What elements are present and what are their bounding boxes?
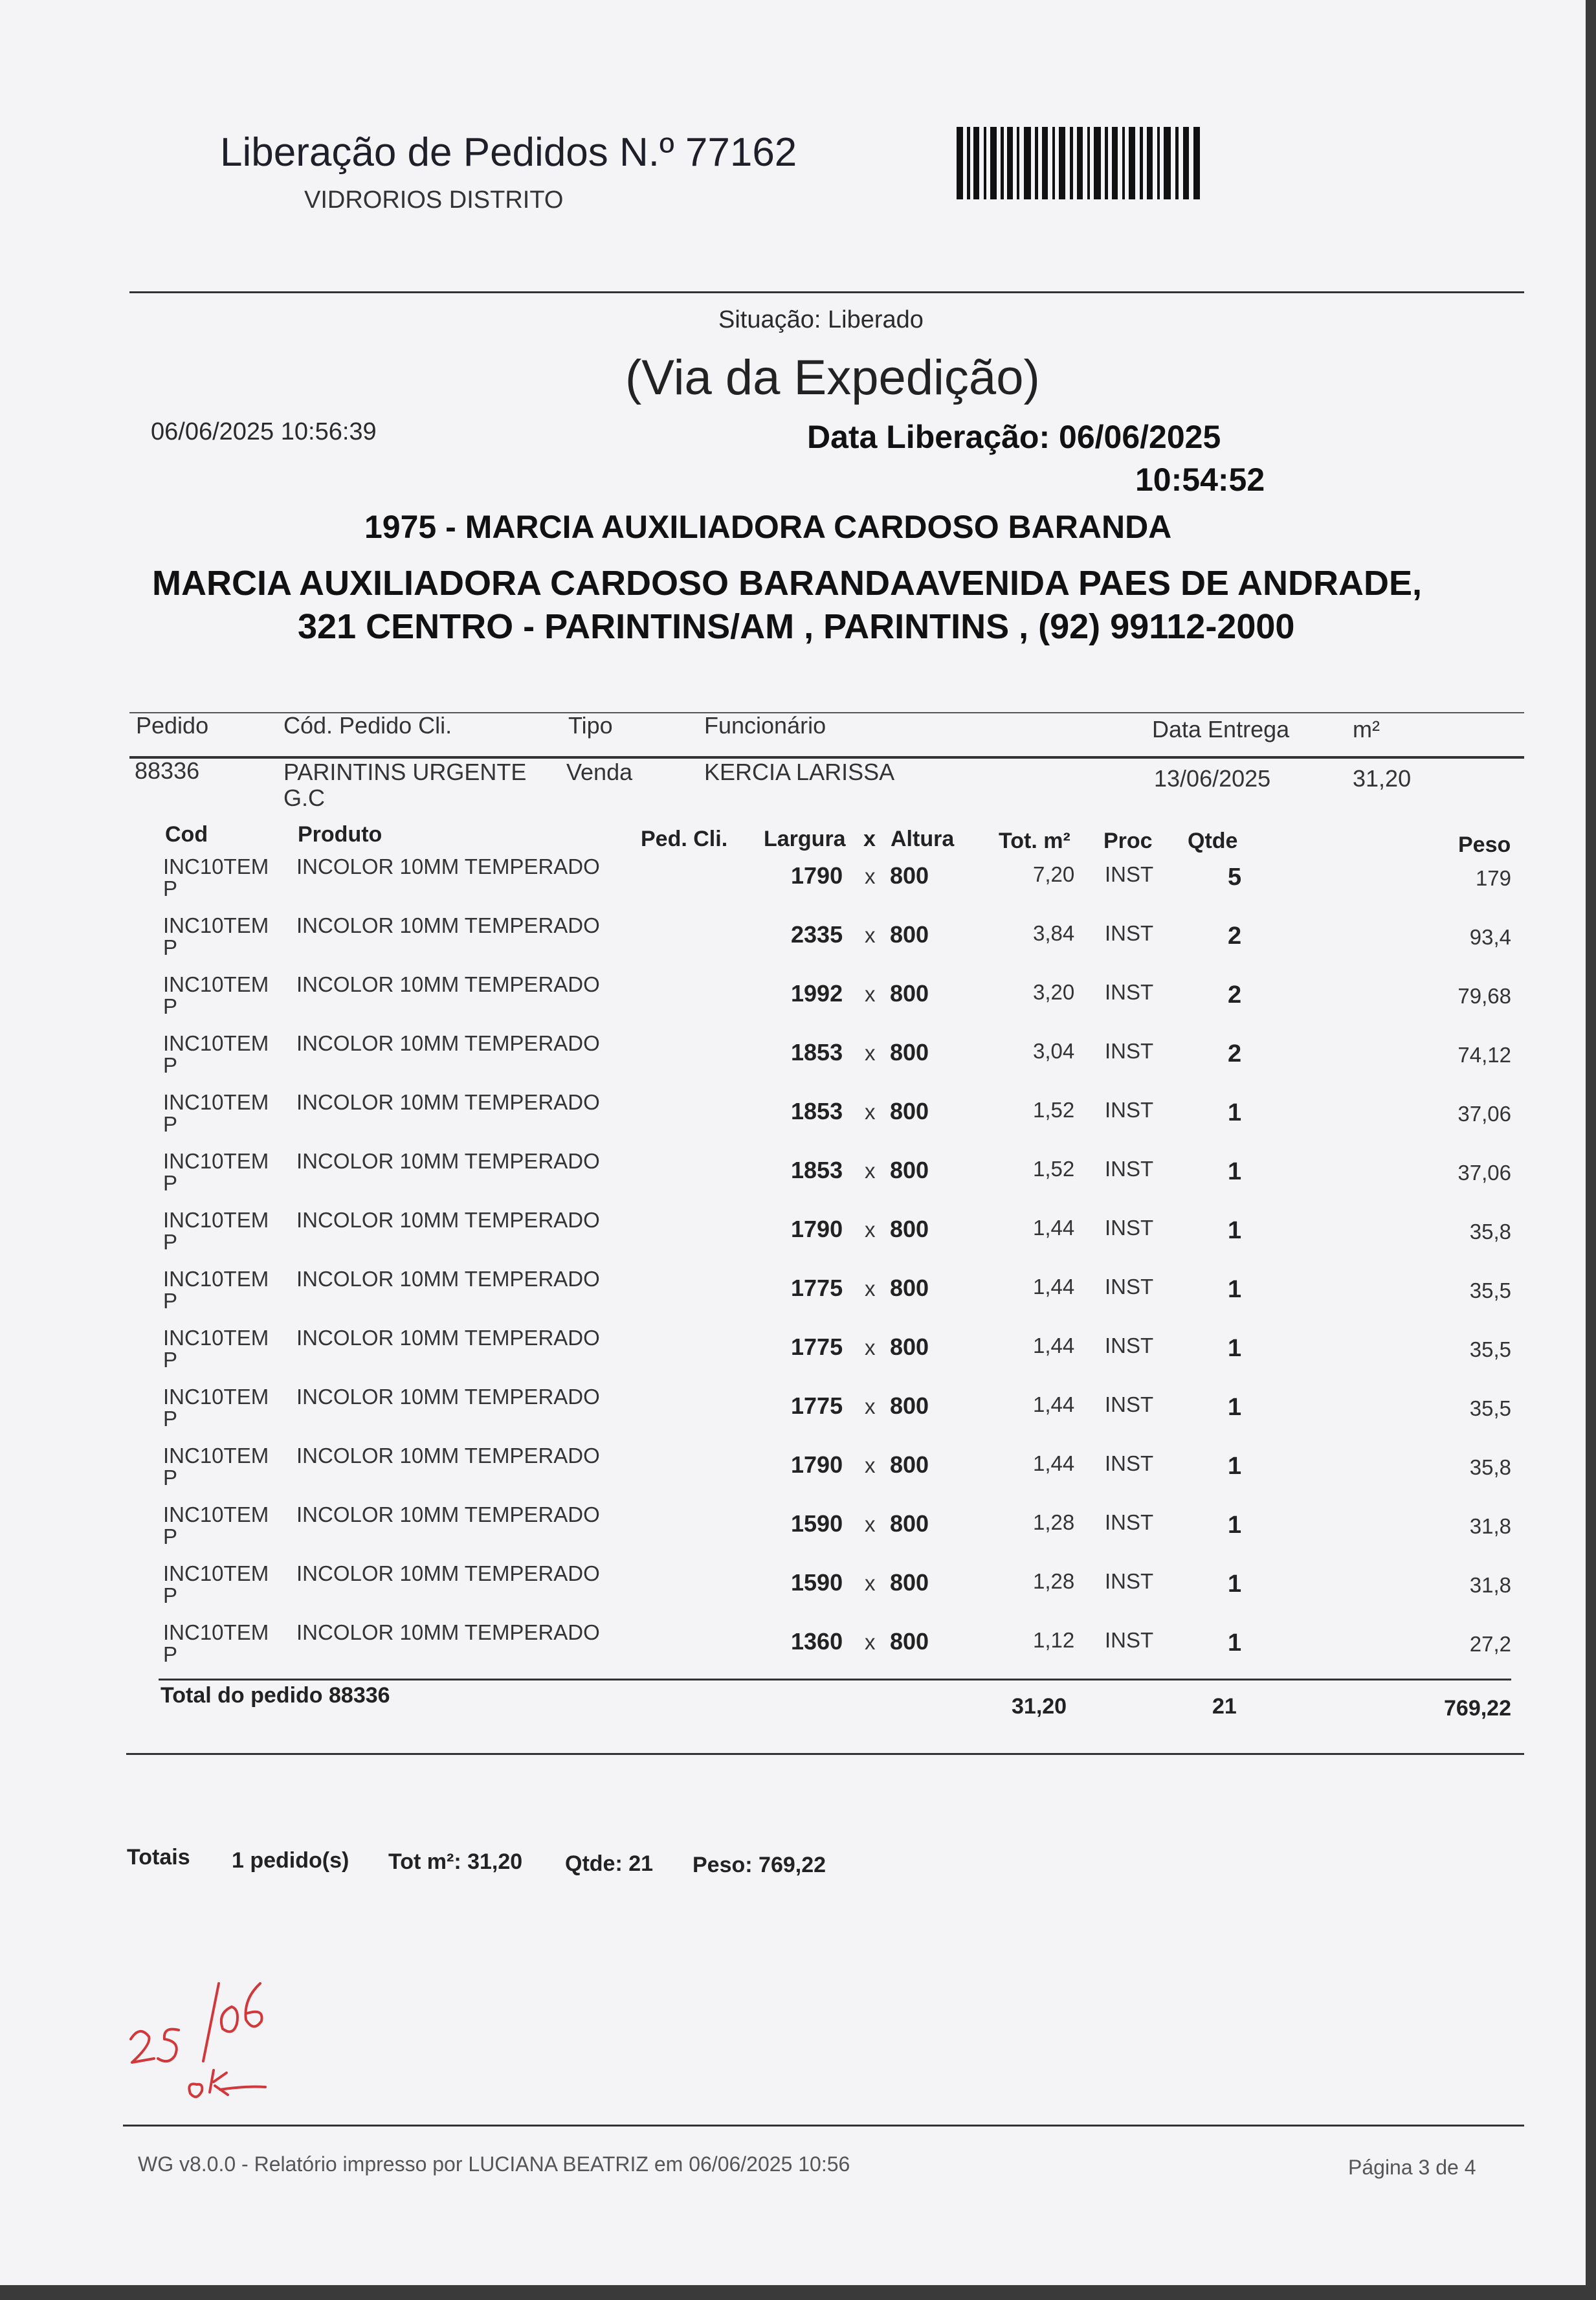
col-peso: Peso xyxy=(1458,832,1511,857)
cell-cod-suffix: P xyxy=(163,1171,178,1195)
total-row-rule xyxy=(159,1679,1511,1680)
cell-proc: INST xyxy=(1105,980,1154,1004)
col-largura: Largura xyxy=(764,827,846,851)
order-number: 88336 xyxy=(135,757,200,784)
cell-produto: INCOLOR 10MM TEMPERADO xyxy=(296,1620,600,1644)
cell-proc: INST xyxy=(1105,1157,1154,1181)
cell-peso: 37,06 xyxy=(1457,1102,1511,1126)
order-client-code-line1: PARINTINS URGENTE xyxy=(283,759,527,785)
cell-cod: INC10TEM xyxy=(163,854,269,878)
cell-proc: INST xyxy=(1105,1451,1154,1475)
col-x: x xyxy=(863,827,876,851)
cell-qtde: 1 xyxy=(1228,1453,1242,1480)
cell-qtde: 2 xyxy=(1228,1040,1242,1067)
cell-produto: INCOLOR 10MM TEMPERADO xyxy=(296,1031,600,1055)
footer-divider xyxy=(123,2125,1524,2127)
cell-largura: 1360 xyxy=(791,1628,843,1655)
cell-largura: 1590 xyxy=(791,1569,843,1596)
cell-qtde: 1 xyxy=(1228,1394,1242,1421)
cell-x: x xyxy=(865,864,876,888)
cell-x: x xyxy=(865,1335,876,1359)
footer-page-number: Página 3 de 4 xyxy=(1348,2156,1476,2179)
cell-produto: INCOLOR 10MM TEMPERADO xyxy=(296,1208,600,1232)
cell-peso: 35,8 xyxy=(1469,1455,1511,1479)
cell-largura: 1790 xyxy=(791,1216,843,1242)
cell-cod: INC10TEM xyxy=(163,1444,269,1468)
col-produto: Produto xyxy=(298,822,382,847)
cell-x: x xyxy=(865,1100,876,1124)
cell-proc: INST xyxy=(1105,1628,1154,1652)
cell-x: x xyxy=(865,982,876,1006)
cell-x: x xyxy=(865,1512,876,1536)
cell-qtde: 1 xyxy=(1228,1276,1242,1303)
cell-cod: INC10TEM xyxy=(163,1326,269,1350)
cell-cod: INC10TEM xyxy=(163,1385,269,1409)
cell-peso: 35,8 xyxy=(1469,1220,1511,1244)
label-m2: m² xyxy=(1353,716,1380,742)
cell-qtde: 1 xyxy=(1228,1158,1242,1185)
totals-m2: Tot m²: 31,20 xyxy=(388,1849,523,1874)
cell-altura: 800 xyxy=(890,1451,929,1478)
cell-tot-m2: 1,44 xyxy=(1033,1216,1075,1240)
cell-tot-m2: 3,84 xyxy=(1033,921,1075,945)
label-funcionario: Funcionário xyxy=(704,712,826,739)
cell-x: x xyxy=(865,1277,876,1301)
cell-x: x xyxy=(865,1630,876,1654)
cell-largura: 1775 xyxy=(791,1392,843,1419)
cell-proc: INST xyxy=(1105,1569,1154,1593)
client-line: 1975 - MARCIA AUXILIADORA CARDOSO BARANDA xyxy=(364,509,1172,545)
status-text: Situação: Liberado xyxy=(718,306,924,333)
cell-altura: 800 xyxy=(890,1098,929,1124)
cell-proc: INST xyxy=(1105,1334,1154,1357)
cell-qtde: 1 xyxy=(1228,1335,1242,1362)
cell-cod-suffix: P xyxy=(163,1407,178,1431)
label-cod-pedido-cli: Cód. Pedido Cli. xyxy=(283,712,452,739)
col-ped-cli: Ped. Cli. xyxy=(641,827,728,851)
cell-altura: 800 xyxy=(890,1569,929,1596)
cell-proc: INST xyxy=(1105,1098,1154,1122)
cell-produto: INCOLOR 10MM TEMPERADO xyxy=(296,972,600,996)
cell-produto: INCOLOR 10MM TEMPERADO xyxy=(296,1502,600,1526)
cell-tot-m2: 1,44 xyxy=(1033,1275,1075,1299)
cell-altura: 800 xyxy=(890,1275,929,1301)
col-qtde: Qtde xyxy=(1188,829,1238,853)
cell-tot-m2: 1,52 xyxy=(1033,1098,1075,1122)
cell-x: x xyxy=(865,923,876,947)
totals-label: Totais xyxy=(127,1845,190,1870)
cell-qtde: 1 xyxy=(1228,1570,1242,1598)
cell-produto: INCOLOR 10MM TEMPERADO xyxy=(296,1385,600,1409)
cell-qtde: 2 xyxy=(1228,922,1242,950)
cell-altura: 800 xyxy=(890,1039,929,1066)
header-divider xyxy=(129,291,1524,293)
cell-proc: INST xyxy=(1105,921,1154,945)
col-cod: Cod xyxy=(165,822,208,847)
col-altura: Altura xyxy=(891,827,955,851)
cell-cod: INC10TEM xyxy=(163,1149,269,1173)
cell-tot-m2: 1,44 xyxy=(1033,1334,1075,1357)
cell-produto: INCOLOR 10MM TEMPERADO xyxy=(296,1267,600,1291)
cell-cod-suffix: P xyxy=(163,1583,178,1607)
client-address-line1: MARCIA AUXILIADORA CARDOSO BARANDAAVENIDA PAES DE ANDRADE, xyxy=(152,564,1423,603)
cell-largura: 1853 xyxy=(791,1039,843,1066)
cell-cod-suffix: P xyxy=(163,1230,178,1254)
cell-produto: INCOLOR 10MM TEMPERADO xyxy=(296,1090,600,1114)
cell-peso: 74,12 xyxy=(1457,1043,1511,1067)
printed-timestamp: 06/06/2025 10:56:39 xyxy=(151,418,377,445)
cell-tot-m2: 3,04 xyxy=(1033,1039,1075,1063)
cell-tot-m2: 1,28 xyxy=(1033,1510,1075,1534)
cell-peso: 35,5 xyxy=(1469,1337,1511,1361)
cell-qtde: 1 xyxy=(1228,1512,1242,1539)
totals-peso: Peso: 769,22 xyxy=(693,1853,826,1877)
order-client-code-line2: G.C xyxy=(283,785,326,811)
col-proc: Proc xyxy=(1103,829,1153,853)
barcode xyxy=(957,127,1203,199)
cell-peso: 35,5 xyxy=(1469,1278,1511,1302)
client-address-line2: 321 CENTRO - PARINTINS/AM , PARINTINS , (92) 99112-2000 xyxy=(298,607,1295,646)
cell-produto: INCOLOR 10MM TEMPERADO xyxy=(296,1326,600,1350)
cell-produto: INCOLOR 10MM TEMPERADO xyxy=(296,1561,600,1585)
cell-cod: INC10TEM xyxy=(163,913,269,937)
cell-proc: INST xyxy=(1105,1039,1154,1063)
order-type: Venda xyxy=(566,759,633,785)
order-total-qtde: 21 xyxy=(1212,1694,1237,1719)
cell-cod-suffix: P xyxy=(163,1289,178,1313)
cell-altura: 800 xyxy=(890,980,929,1007)
cell-peso: 31,8 xyxy=(1469,1514,1511,1538)
cell-cod-suffix: P xyxy=(163,1466,178,1490)
cell-cod: INC10TEM xyxy=(163,1208,269,1232)
cell-produto: INCOLOR 10MM TEMPERADO xyxy=(296,1149,600,1173)
cell-peso: 35,5 xyxy=(1469,1396,1511,1420)
cell-x: x xyxy=(865,1394,876,1418)
cell-tot-m2: 7,20 xyxy=(1033,862,1075,886)
cell-tot-m2: 1,28 xyxy=(1033,1569,1075,1593)
totals-divider xyxy=(126,1753,1524,1755)
cell-cod-suffix: P xyxy=(163,994,178,1018)
release-date: Data Liberação: 06/06/2025 xyxy=(807,419,1221,455)
cell-tot-m2: 1,12 xyxy=(1033,1628,1075,1652)
cell-altura: 800 xyxy=(890,921,929,948)
document-title: Liberação de Pedidos N.º 77162 xyxy=(220,130,797,175)
cell-largura: 2335 xyxy=(791,921,843,948)
label-pedido: Pedido xyxy=(136,712,209,739)
cell-peso: 27,2 xyxy=(1469,1632,1511,1656)
cell-produto: INCOLOR 10MM TEMPERADO xyxy=(296,854,600,878)
order-total-peso: 769,22 xyxy=(1444,1696,1511,1721)
cell-peso: 93,4 xyxy=(1469,925,1511,949)
cell-largura: 1853 xyxy=(791,1098,843,1124)
order-delivery-date: 13/06/2025 xyxy=(1154,765,1271,792)
cell-qtde: 1 xyxy=(1228,1629,1242,1657)
col-tot-m2: Tot. m² xyxy=(999,829,1070,853)
cell-proc: INST xyxy=(1105,1392,1154,1416)
cell-altura: 800 xyxy=(890,1216,929,1242)
cell-peso: 37,06 xyxy=(1457,1161,1511,1185)
cell-x: x xyxy=(865,1218,876,1242)
cell-altura: 800 xyxy=(890,1510,929,1537)
cell-proc: INST xyxy=(1105,1510,1154,1534)
cell-cod-suffix: P xyxy=(163,1053,178,1077)
cell-cod-suffix: P xyxy=(163,1112,178,1136)
cell-cod: INC10TEM xyxy=(163,1561,269,1585)
cell-x: x xyxy=(865,1453,876,1477)
cell-qtde: 5 xyxy=(1228,864,1242,891)
cell-produto: INCOLOR 10MM TEMPERADO xyxy=(296,913,600,937)
cell-qtde: 2 xyxy=(1228,981,1242,1009)
cell-largura: 1790 xyxy=(791,1451,843,1478)
cell-altura: 800 xyxy=(890,1334,929,1360)
order-total-label: Total do pedido 88336 xyxy=(161,1683,390,1708)
cell-peso: 79,68 xyxy=(1457,984,1511,1008)
cell-cod: INC10TEM xyxy=(163,1267,269,1291)
cell-cod: INC10TEM xyxy=(163,1031,269,1055)
handwritten-note xyxy=(123,1961,291,2104)
totals-qtde: Qtde: 21 xyxy=(565,1851,654,1876)
order-total-m2: 31,20 xyxy=(1012,1694,1067,1719)
cell-cod: INC10TEM xyxy=(163,972,269,996)
order-employee: KERCIA LARISSA xyxy=(704,759,895,785)
cell-cod: INC10TEM xyxy=(163,1620,269,1644)
cell-altura: 800 xyxy=(890,1157,929,1183)
cell-cod-suffix: P xyxy=(163,1642,178,1666)
cell-largura: 1790 xyxy=(791,862,843,889)
order-m2: 31,20 xyxy=(1353,765,1412,792)
cell-largura: 1775 xyxy=(791,1334,843,1360)
cell-cod-suffix: P xyxy=(163,1348,178,1372)
cell-proc: INST xyxy=(1105,862,1154,886)
cell-largura: 1775 xyxy=(791,1275,843,1301)
cell-largura: 1590 xyxy=(791,1510,843,1537)
cell-tot-m2: 1,44 xyxy=(1033,1392,1075,1416)
cell-cod-suffix: P xyxy=(163,935,178,959)
cell-produto: INCOLOR 10MM TEMPERADO xyxy=(296,1444,600,1468)
cell-x: x xyxy=(865,1159,876,1183)
cell-proc: INST xyxy=(1105,1275,1154,1299)
cell-peso: 31,8 xyxy=(1469,1573,1511,1597)
cell-qtde: 1 xyxy=(1228,1099,1242,1126)
cell-largura: 1992 xyxy=(791,980,843,1007)
cell-tot-m2: 1,44 xyxy=(1033,1451,1075,1475)
cell-peso: 179 xyxy=(1475,866,1511,890)
cell-largura: 1853 xyxy=(791,1157,843,1183)
cell-x: x xyxy=(865,1041,876,1065)
cell-tot-m2: 3,20 xyxy=(1033,980,1075,1004)
cell-cod: INC10TEM xyxy=(163,1502,269,1526)
company-name: VIDRORIOS DISTRITO xyxy=(304,186,564,214)
cell-tot-m2: 1,52 xyxy=(1033,1157,1075,1181)
label-tipo: Tipo xyxy=(568,712,613,739)
totals-orders: 1 pedido(s) xyxy=(232,1848,349,1873)
cell-cod: INC10TEM xyxy=(163,1090,269,1114)
footer-printed-by: WG v8.0.0 - Relatório impresso por LUCIANA BEATRIZ em 06/06/2025 10:56 xyxy=(138,2152,850,2176)
cell-altura: 800 xyxy=(890,1392,929,1419)
label-data-entrega: Data Entrega xyxy=(1152,716,1290,742)
cell-qtde: 1 xyxy=(1228,1217,1242,1244)
cell-cod-suffix: P xyxy=(163,876,178,900)
cell-proc: INST xyxy=(1105,1216,1154,1240)
cell-x: x xyxy=(865,1571,876,1595)
cell-cod-suffix: P xyxy=(163,1524,178,1548)
cell-altura: 800 xyxy=(890,1628,929,1655)
cell-altura: 800 xyxy=(890,862,929,889)
release-time: 10:54:52 xyxy=(1135,462,1265,498)
copy-type: (Via da Expedição) xyxy=(625,350,1040,405)
